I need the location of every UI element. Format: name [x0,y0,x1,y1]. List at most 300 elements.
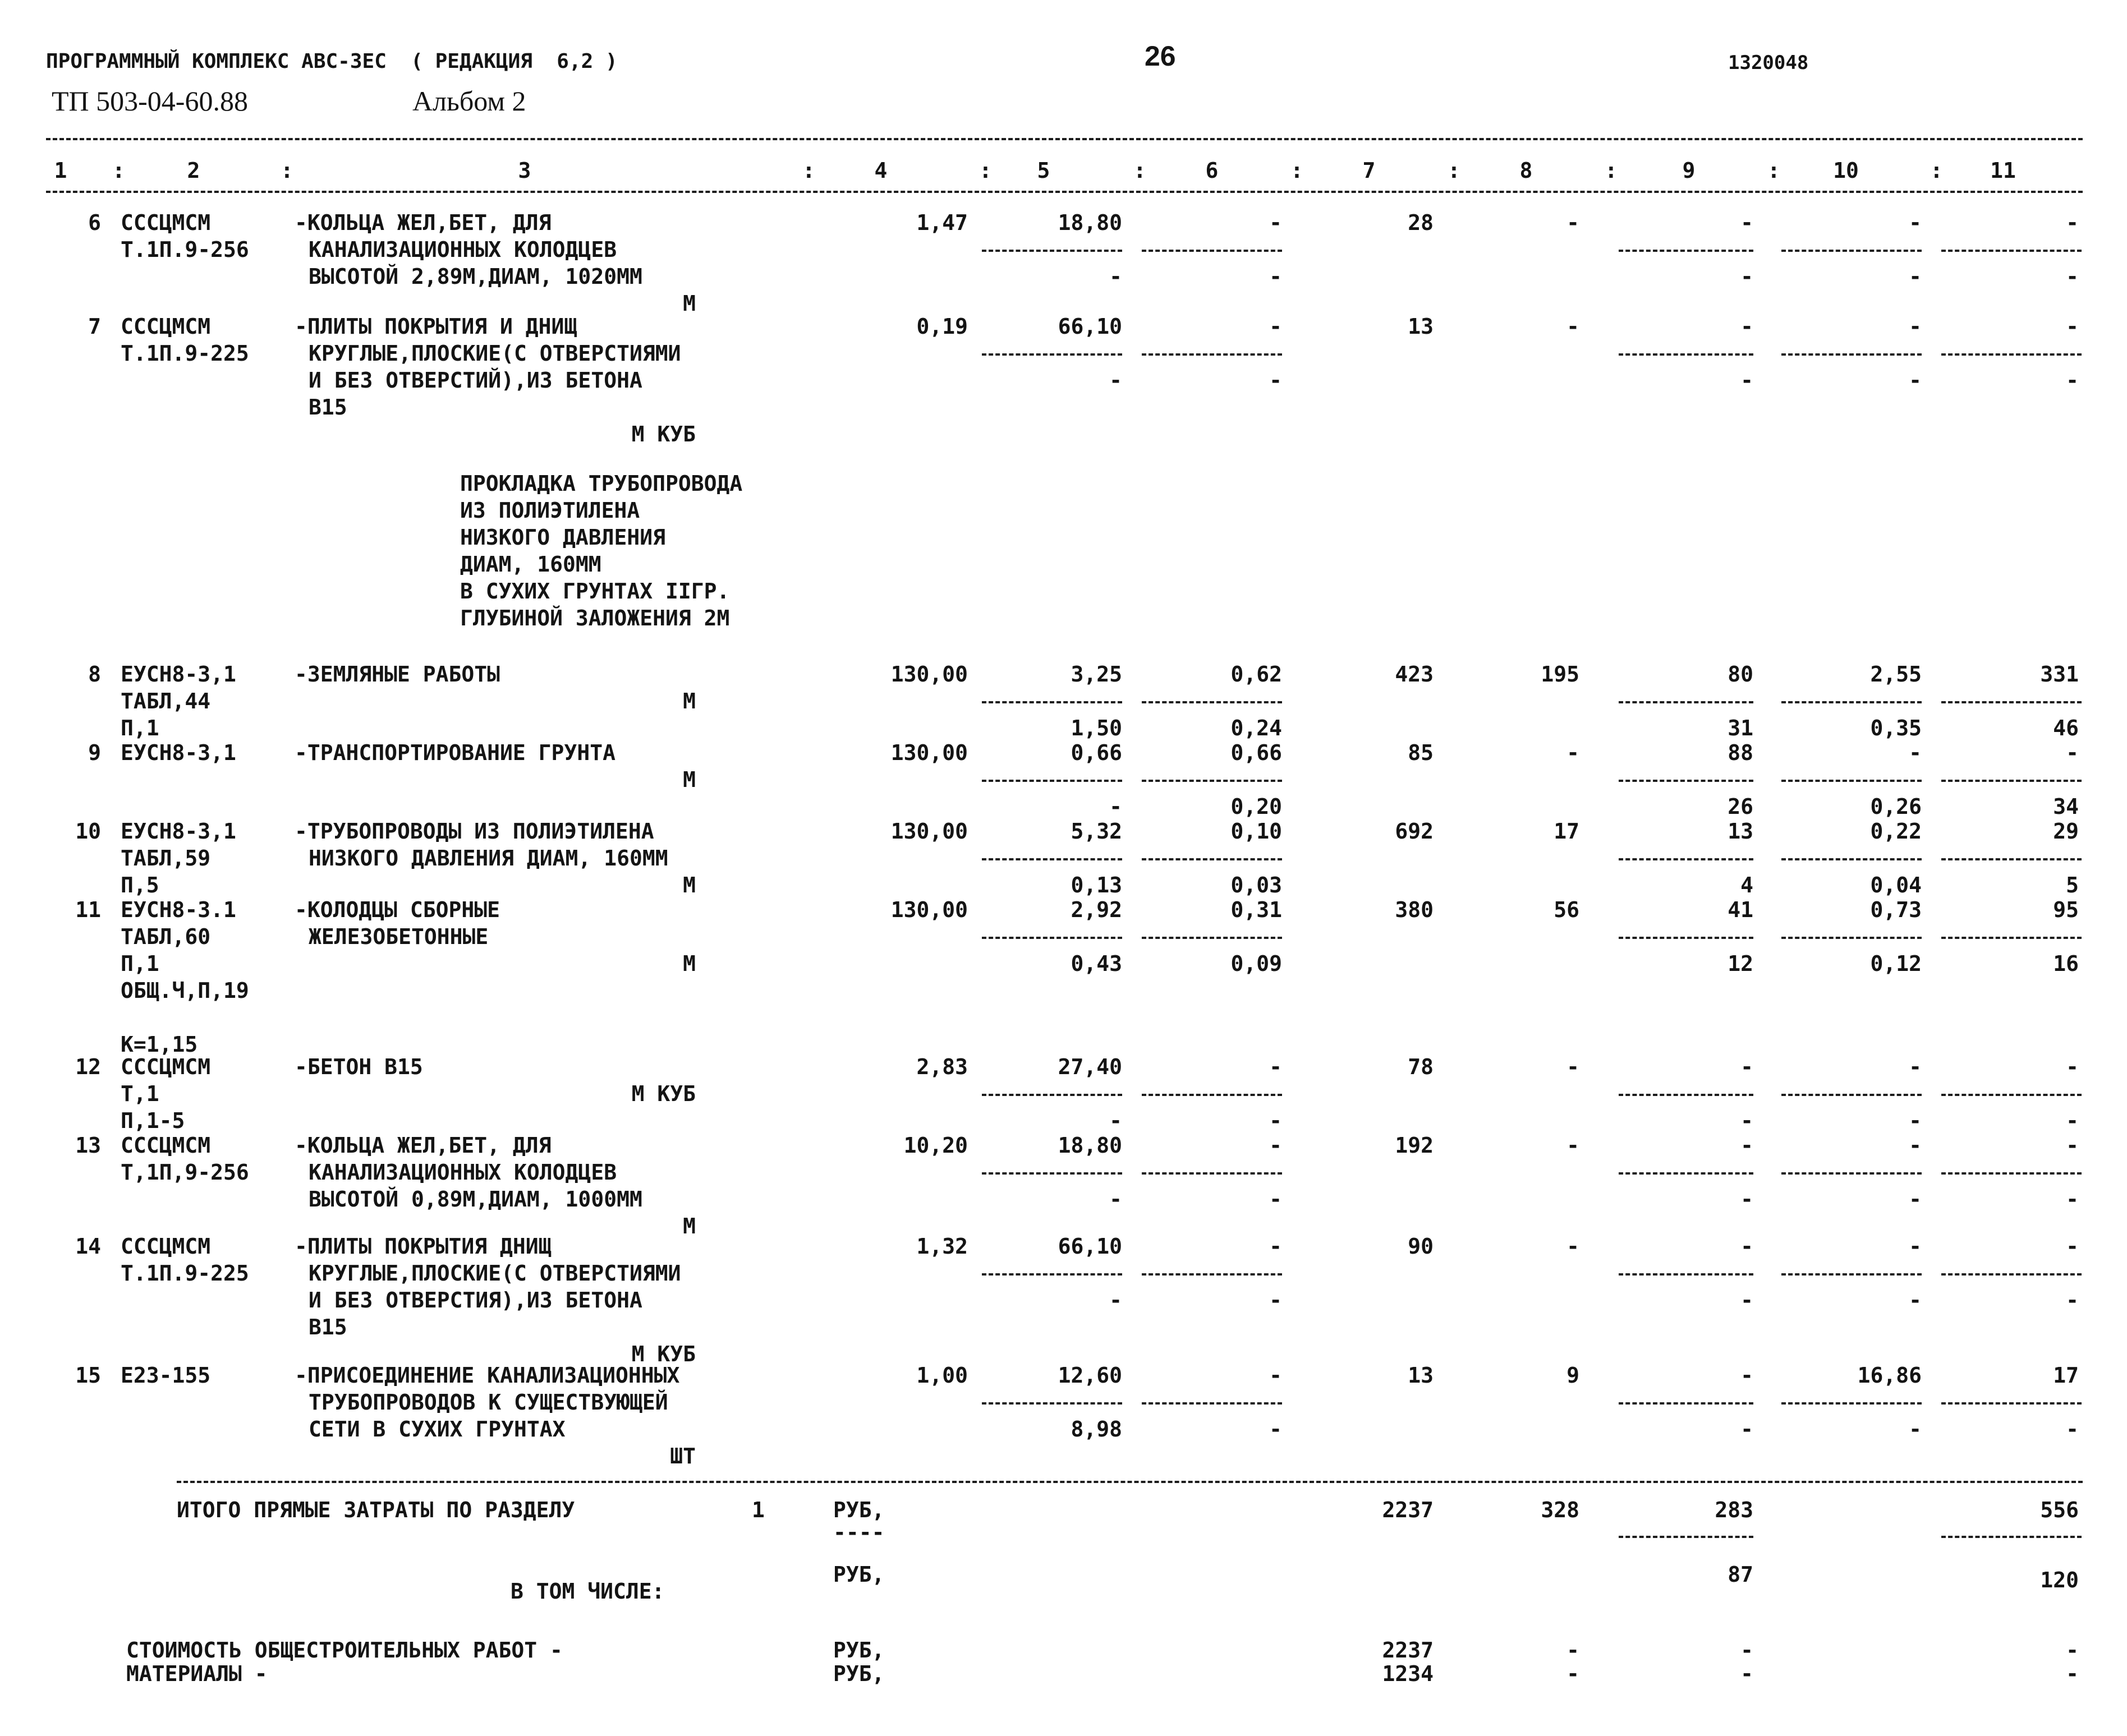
column-separator: : [979,158,992,183]
total-machines: 13 [1728,819,1753,844]
breakdown-machines: - [1740,1661,1753,1686]
totals-machines: 283 [1715,1498,1753,1522]
unit-of-measure: М КУБ [631,1342,696,1366]
work-description: ТРУБОПРОВОДОВ К СУЩЕСТВУЮЩЕЙ [309,1390,668,1415]
total-wages: - [1566,740,1579,765]
total-wages: 195 [1541,662,1579,687]
cell-separator [1781,1094,1922,1096]
unit-cost-wages: 0,43 [1071,951,1122,976]
labor-total-machinists: - [2066,368,2079,393]
totals-title: ИТОГО ПРЯМЫЕ ЗАТРАТЫ ПО РАЗДЕЛУ [177,1498,575,1522]
column-separator: : [281,158,293,183]
cell-separator [1619,1094,1753,1096]
breakdown-label: СТОИМОСТЬ ОБЩЕСТРОИТЕЛЬНЫХ РАБОТ - [126,1638,563,1663]
work-description: В15 [309,395,347,420]
labor-total-machinists: - [2066,1108,2079,1133]
header-rule-bottom [46,191,2083,193]
quantity: 1,32 [916,1234,968,1259]
column-number: 4 [874,158,888,183]
cell-separator [1619,250,1753,252]
labor-hours: 2,55 [1870,662,1922,687]
norm-code: СССЦМСМ [121,314,211,339]
total-cost: 78 [1408,1055,1434,1079]
machine-cost: - [1269,1234,1282,1259]
row-number: 8 [88,662,101,687]
norm-code: ТАБЛ,59 [121,846,211,871]
unit-cost: 3,25 [1071,662,1122,687]
machine-cost: 0,62 [1230,662,1282,687]
column-number: 11 [1990,158,2016,183]
labor-total: - [2066,1133,2079,1158]
labor-total: 29 [2053,819,2079,844]
work-description: -КОЛОДЦЫ СБОРНЫЕ [295,897,500,922]
quantity: 10,20 [903,1133,968,1158]
column-separator: : [1133,158,1146,183]
breakdown-cost: 2237 [1382,1638,1434,1663]
work-description: ВЫСОТОЙ 0,89М,ДИАМ, 1000ММ [309,1187,642,1212]
total-cost: 192 [1395,1133,1434,1158]
total-machines-wages: 26 [1728,794,1753,819]
column-number: 2 [187,158,200,183]
total-machines: 80 [1728,662,1753,687]
work-description: В15 [309,1315,347,1339]
column-separator: : [112,158,125,183]
total-wages: - [1566,210,1579,235]
totals-currency: РУБ, [833,1498,885,1522]
cell-separator [1142,353,1282,356]
labor-hours-machinists: - [1909,264,1922,289]
column-separator: : [1605,158,1618,183]
cell-separator [1781,937,1922,939]
total-machines: 88 [1728,740,1753,765]
unit-cost-wages: - [1109,1108,1122,1133]
unit-of-measure: М КУБ [631,1081,696,1106]
row-number: 9 [88,740,101,765]
project-number: ТП 503-04-60.88 [52,85,248,117]
machine-cost-wages: 0,03 [1230,873,1282,897]
labor-total: 95 [2053,897,2079,922]
labor-total-machinists: - [2066,1187,2079,1212]
labor-hours-machinists: - [1909,1417,1922,1442]
total-wages: 9 [1566,1363,1579,1388]
unit-cost: 0,66 [1071,740,1122,765]
cell-separator [1941,858,2082,860]
cell-separator [982,1402,1122,1405]
cell-separator [1619,858,1753,860]
norm-code: ЕУСН8-3.1 [121,897,236,922]
machine-cost: - [1269,1133,1282,1158]
total-machines-wages: 4 [1740,873,1753,897]
labor-hours: 16,86 [1857,1363,1922,1388]
unit-cost: 27,40 [1058,1055,1122,1079]
column-separator: : [1767,158,1780,183]
cell-separator [1142,858,1282,860]
labor-hours: - [1909,1234,1922,1259]
work-description: -КОЛЬЦА ЖЕЛ,БЕТ, ДЛЯ [295,1133,552,1158]
cell-separator [982,1273,1122,1275]
norm-code: СССЦМСМ [121,1234,211,1259]
total-cost: 423 [1395,662,1434,687]
machine-cost-wages: - [1269,1108,1282,1133]
unit-cost: 18,80 [1058,1133,1122,1158]
work-description: -ТРАНСПОРТИРОВАНИЕ ГРУНТА [295,740,615,765]
work-description: -КОЛЬЦА ЖЕЛ,БЕТ, ДЛЯ [295,210,552,235]
unit-cost: 66,10 [1058,1234,1122,1259]
section-heading: В СУХИХ ГРУНТАХ IIГР. [460,579,730,604]
work-description: НИЗКОГО ДАВЛЕНИЯ ДИАМ, 160ММ [309,846,668,871]
labor-hours: - [1909,1133,1922,1158]
labor-total-machinists: - [2066,1417,2079,1442]
totals-wages: 328 [1541,1498,1579,1522]
column-number: 8 [1519,158,1533,183]
quantity: 2,83 [916,1055,968,1079]
machine-cost: 0,66 [1230,740,1282,765]
machine-cost-wages: - [1269,1417,1282,1442]
labor-hours: 0,73 [1870,897,1922,922]
breakdown-wages: - [1566,1638,1579,1663]
totals-currency-rule: ---- [833,1520,885,1545]
work-description: -ПЛИТЫ ПОКРЫТИЯ ДНИЩ [295,1234,552,1259]
section-heading: НИЗКОГО ДАВЛЕНИЯ [460,525,666,550]
totals-cost: 2237 [1382,1498,1434,1522]
breakdown-labor: - [2066,1638,2079,1663]
quantity: 1,47 [916,210,968,235]
total-machines: - [1740,1363,1753,1388]
column-number: 6 [1205,158,1219,183]
labor-hours: - [1909,1055,1922,1079]
work-description: ВЫСОТОЙ 2,89М,ДИАМ, 1020ММ [309,264,642,289]
unit-cost-wages: 0,13 [1071,873,1122,897]
quantity: 130,00 [890,740,968,765]
labor-hours-machinists: - [1909,1187,1922,1212]
work-description: ЖЕЛЕЗОБЕТОННЫЕ [309,924,489,949]
labor-hours-machinists: - [1909,368,1922,393]
machine-cost-wages: 0,20 [1230,794,1282,819]
cell-separator [1781,1172,1922,1175]
cell-separator [982,250,1122,252]
norm-code: ЕУСН8-3,1 [121,662,236,687]
quantity: 0,19 [916,314,968,339]
quantity: 1,00 [916,1363,968,1388]
totals-rule [177,1481,2083,1483]
total-machines: - [1740,1133,1753,1158]
total-wages: - [1566,314,1579,339]
cell-separator [1941,780,2082,782]
column-number: 1 [54,158,67,183]
machine-cost: - [1269,1055,1282,1079]
work-description: -ПРИСОЕДИНЕНИЕ КАНАЛИЗАЦИОННЫХ [295,1363,680,1388]
totals-section-number: 1 [752,1498,765,1522]
cell-separator [1941,1094,2082,1096]
labor-hours-machinists: 0,04 [1870,873,1922,897]
cell-separator [982,780,1122,782]
machine-cost-wages: - [1269,264,1282,289]
labor-total-machinists: - [2066,1288,2079,1313]
totals-labor: 556 [2040,1498,2079,1522]
labor-hours-machinists: 0,26 [1870,794,1922,819]
total-machines-wages: - [1740,1417,1753,1442]
total-machines-wages: - [1740,1288,1753,1313]
cell-separator [1941,353,2082,356]
cell-separator [982,1094,1122,1096]
unit-of-measure: М [683,291,696,316]
work-description: -ЗЕМЛЯНЫЕ РАБОТЫ [295,662,500,687]
total-machines: - [1740,210,1753,235]
labor-hours-machinists: 0,12 [1870,951,1922,976]
total-machines-wages: - [1740,1108,1753,1133]
unit-of-measure: М [683,1214,696,1238]
header-rule-top [46,138,2083,140]
machine-cost-wages: - [1269,1187,1282,1212]
norm-code: СССЦМСМ [121,1055,211,1079]
unit-cost-wages: - [1109,1187,1122,1212]
cell-separator [1619,353,1753,356]
norm-code: Т.1П.9-225 [121,1261,249,1286]
norm-code: Т,1 [121,1081,159,1106]
work-description: КАНАЛИЗАЦИОННЫХ КОЛОДЦЕВ [309,1160,617,1185]
labor-total-machinists: 16 [2053,951,2079,976]
machine-cost-wages: - [1269,1288,1282,1313]
cell-separator [1941,250,2082,252]
total-cost: 380 [1395,897,1434,922]
total-cost: 28 [1408,210,1434,235]
unit-cost-wages: - [1109,794,1122,819]
cell-separator [1781,353,1922,356]
labor-hours-machinists: - [1909,1108,1922,1133]
row-number: 14 [75,1234,101,1259]
cell-separator [1781,1402,1922,1405]
norm-code: Т.1П.9-256 [121,237,249,262]
labor-hours: - [1909,210,1922,235]
norm-code: ТАБЛ,60 [121,924,211,949]
labor-hours: 0,22 [1870,819,1922,844]
norm-code: ЕУСН8-3,1 [121,819,236,844]
breakdown-wages: - [1566,1661,1579,1686]
breakdown-machines: - [1740,1638,1753,1663]
breakdown-cost: 1234 [1382,1661,1434,1686]
total-machines-wages: - [1740,1187,1753,1212]
norm-code: ТАБЛ,44 [121,689,211,713]
cell-separator [1142,937,1282,939]
norm-code: П,5 [121,873,159,897]
column-number: 7 [1362,158,1376,183]
cell-separator [1619,1172,1753,1175]
row-number: 12 [75,1055,101,1079]
norm-code: К=1,15 [121,1032,198,1057]
unit-of-measure: М [683,689,696,713]
column-number: 10 [1833,158,1859,183]
column-separator: : [1930,158,1943,183]
work-description: -БЕТОН В15 [295,1055,423,1079]
total-cost: 692 [1395,819,1434,844]
row-number: 6 [88,210,101,235]
document-code: 1320048 [1728,52,1809,74]
norm-code: СССЦМСМ [121,1133,211,1158]
totals-labor-machinists: 120 [2040,1568,2079,1592]
totals-currency-second: РУБ, [833,1562,885,1587]
cell-separator [1941,701,2082,703]
total-machines: 41 [1728,897,1753,922]
album-label: Альбом 2 [412,85,526,117]
norm-code: Е23-155 [121,1363,211,1388]
norm-code: П,1-5 [121,1108,185,1133]
totals-machines-wages: 87 [1728,1562,1753,1587]
labor-total: 17 [2053,1363,2079,1388]
cell-separator [1619,937,1753,939]
total-machines-wages: 12 [1728,951,1753,976]
totals-separator [1941,1536,2082,1538]
row-number: 11 [75,897,101,922]
column-number: 5 [1037,158,1050,183]
program-line: ПРОГРАММНЫЙ КОМПЛЕКС АВС-3ЕС ( РЕДАКЦИЯ 6,2 ) [46,50,618,73]
totals-separator [1619,1536,1753,1538]
cell-separator [1941,1273,2082,1275]
work-description: КРУГЛЫЕ,ПЛОСКИЕ(С ОТВЕРСТИЯМИ [309,341,681,366]
unit-of-measure: М [683,873,696,897]
cell-separator [1142,1094,1282,1096]
total-cost: 90 [1408,1234,1434,1259]
cell-separator [1142,1402,1282,1405]
unit-cost: 18,80 [1058,210,1122,235]
cell-separator [1142,250,1282,252]
cell-separator [982,937,1122,939]
breakdown-labor: - [2066,1661,2079,1686]
quantity: 130,00 [890,897,968,922]
norm-code: Т.1П.9-225 [121,341,249,366]
total-cost: 13 [1408,1363,1434,1388]
labor-total: - [2066,1055,2079,1079]
machine-cost-wages: 0,09 [1230,951,1282,976]
breakdown-label: МАТЕРИАЛЫ - [126,1661,268,1686]
cell-separator [1619,701,1753,703]
row-number: 7 [88,314,101,339]
unit-cost: 5,32 [1071,819,1122,844]
total-cost: 85 [1408,740,1434,765]
unit-cost-wages: - [1109,1288,1122,1313]
total-wages: - [1566,1055,1579,1079]
labor-total: 331 [2040,662,2079,687]
cell-separator [1142,1273,1282,1275]
cell-separator [1142,701,1282,703]
quantity: 130,00 [890,662,968,687]
labor-hours: - [1909,740,1922,765]
labor-total: - [2066,314,2079,339]
cell-separator [1619,1273,1753,1275]
cell-separator [1142,1172,1282,1175]
work-description: И БЕЗ ОТВЕРСТИЙ),ИЗ БЕТОНА [309,368,642,393]
labor-total: - [2066,210,2079,235]
row-number: 13 [75,1133,101,1158]
cell-separator [1781,250,1922,252]
norm-code: ЕУСН8-3,1 [121,740,236,765]
cell-separator [1142,780,1282,782]
cell-separator [1781,1273,1922,1275]
row-number: 10 [75,819,101,844]
work-description: КРУГЛЫЕ,ПЛОСКИЕ(С ОТВЕРСТИЯМИ [309,1261,681,1286]
unit-cost: 66,10 [1058,314,1122,339]
work-description: -ПЛИТЫ ПОКРЫТИЯ И ДНИЩ [295,314,577,339]
breakdown-currency: РУБ, [833,1661,885,1686]
machine-cost: - [1269,210,1282,235]
machine-cost: - [1269,1363,1282,1388]
column-separator: : [1448,158,1460,183]
machine-cost: - [1269,314,1282,339]
cell-separator [1619,1402,1753,1405]
labor-hours-machinists: 0,35 [1870,716,1922,740]
machine-cost: 0,31 [1230,897,1282,922]
column-number: 9 [1682,158,1696,183]
cell-separator [1941,1172,2082,1175]
labor-hours: - [1909,314,1922,339]
total-cost: 13 [1408,314,1434,339]
unit-cost-wages: 1,50 [1071,716,1122,740]
cell-separator [1619,780,1753,782]
column-number: 3 [518,158,531,183]
column-separator: : [1290,158,1303,183]
unit-of-measure: М [683,951,696,976]
cell-separator [1941,937,2082,939]
cell-separator [1781,701,1922,703]
labor-total: - [2066,740,2079,765]
unit-cost-wages: - [1109,368,1122,393]
cell-separator [982,701,1122,703]
labor-hours-machinists: - [1909,1288,1922,1313]
cell-separator [1781,858,1922,860]
labor-total-machinists: 46 [2053,716,2079,740]
unit-of-measure: М [683,767,696,792]
work-description: КАНАЛИЗАЦИОННЫХ КОЛОДЦЕВ [309,237,617,262]
norm-code: П,1 [121,951,159,976]
cell-separator [982,353,1122,356]
norm-code: СССЦМСМ [121,210,211,235]
column-separator: : [802,158,815,183]
labor-total-machinists: 5 [2066,873,2079,897]
labor-total-machinists: 34 [2053,794,2079,819]
total-machines-wages: - [1740,264,1753,289]
section-heading: ПРОКЛАДКА ТРУБОПРОВОДА [460,471,743,496]
total-machines: - [1740,314,1753,339]
breakdown-currency: РУБ, [833,1638,885,1663]
total-wages: - [1566,1234,1579,1259]
unit-cost: 12,60 [1058,1363,1122,1388]
work-description: И БЕЗ ОТВЕРСТИЯ),ИЗ БЕТОНА [309,1288,642,1313]
cell-separator [1781,780,1922,782]
total-wages: 17 [1554,819,1579,844]
norm-code: П,1 [121,716,159,740]
row-number: 15 [75,1363,101,1388]
unit-cost-wages: 8,98 [1071,1417,1122,1442]
including-label: В ТОМ ЧИСЛЕ: [511,1579,665,1604]
unit-cost: 2,92 [1071,897,1122,922]
norm-code: Т,1П,9-256 [121,1160,249,1185]
labor-total-machinists: - [2066,264,2079,289]
total-wages: 56 [1554,897,1579,922]
machine-cost: 0,10 [1230,819,1282,844]
page-number: 26 [1145,40,1176,72]
quantity: 130,00 [890,819,968,844]
unit-of-measure: М КУБ [631,422,696,446]
total-machines: - [1740,1234,1753,1259]
labor-total: - [2066,1234,2079,1259]
machine-cost-wages: 0,24 [1230,716,1282,740]
total-wages: - [1566,1133,1579,1158]
total-machines-wages: 31 [1728,716,1753,740]
unit-of-measure: ШТ [670,1444,696,1468]
section-heading: ДИАМ, 160ММ [460,552,601,577]
total-machines-wages: - [1740,368,1753,393]
section-heading: ИЗ ПОЛИЭТИЛЕНА [460,498,640,523]
cell-separator [982,858,1122,860]
